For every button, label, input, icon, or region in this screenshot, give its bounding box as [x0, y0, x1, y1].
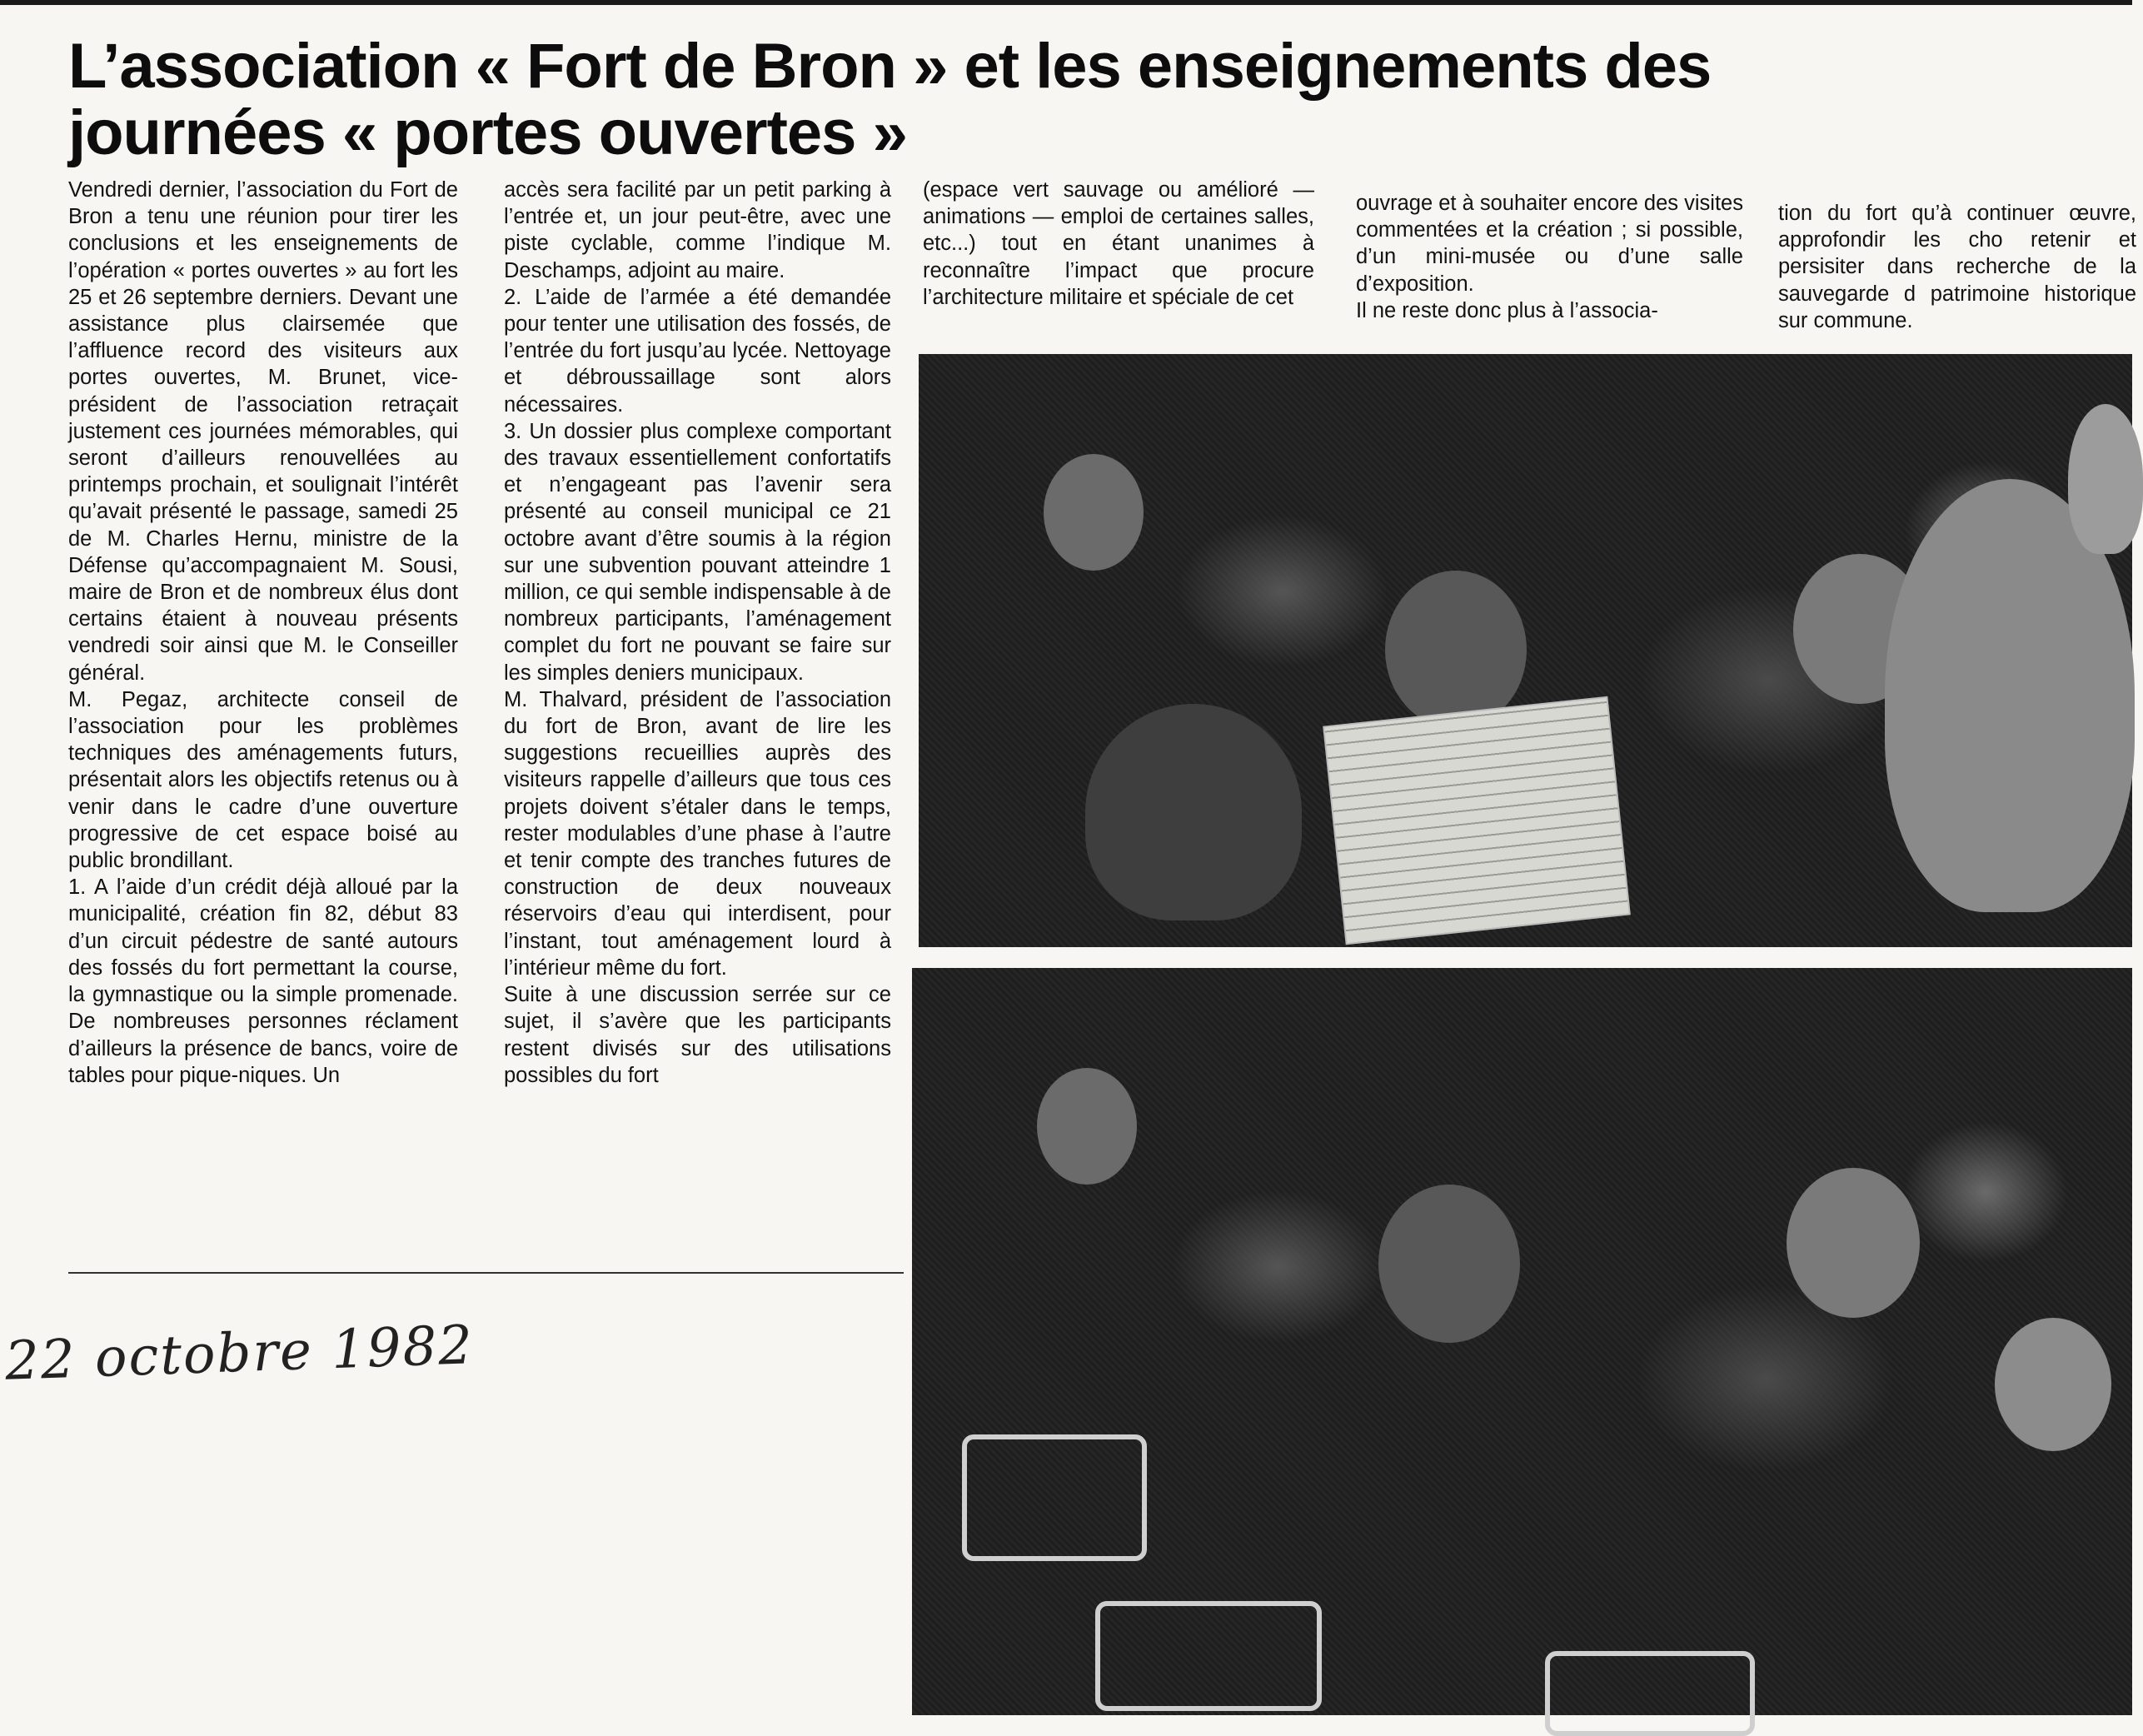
photo-person — [1787, 1168, 1920, 1318]
photo-person — [1037, 1068, 1137, 1185]
photo-chair — [962, 1434, 1147, 1561]
article-column-5: tion du fort qu’à continuer œuvre, approfondir les cho retenir et persisiter dans recherche de la sauvegarde d patrimoine historique sur commune. — [1778, 202, 2143, 332]
meeting-photo-bottom — [912, 968, 2132, 1715]
photo-person — [1044, 454, 1144, 571]
top-rule — [0, 0, 2132, 5]
photo-document — [1324, 698, 1628, 943]
article-column-3: (espace vert sauvage ou amélioré — animations — emploi de certaines salles, etc...) tout en étant unanimes à reconnaître l’impact que procure l’architecture militaire et spéciale de cet — [923, 178, 1321, 309]
photo-person — [1378, 1185, 1520, 1343]
photo-person — [1385, 571, 1527, 729]
photo-person — [1085, 704, 1302, 920]
photo-chair — [1545, 1651, 1755, 1736]
meeting-photo-top — [919, 354, 2132, 947]
handwritten-date: 22 octobre 1982 — [3, 1314, 476, 1393]
article-column-2: accès sera facilité par un petit parking à l’entrée et, un jour peut-être, avec une piste cyclable, comme l’indique M. Deschamps, adjoint au maire. 2. L’aide de l’armée a été demandée pour tenter une utilisation des fossés, de l’entrée du fort jusqu’au lycée. Nettoyage et débroussaillage sont alors nécessaires. 3. Un dossier plus complexe comportant des travaux essentiellement confortatifs et n’engageant pas l’avenir sera présenté au conseil municipal ce 21 octobre avant d’être soumis à la région sur une subvention pouvant atteindre 1 million, ce qui semble indispensable à de nombreux participants, l’aménagement complet du fort ne pouvant se faire sur les simples deniers municipaux. M. Thalvard, président de l’association du fort de Bron, avant de lire les suggestions recueillies auprès des visiteurs rappelle d’ailleurs que tous ces projets doivent s’étaler dans le temps, rester modulables d’une phase à l’autre et tenir compte des tranches futures de construction de deux nouveaux réservoirs d’eau qui interdisent, pour l’instant, tout aménagement lourd à l’intérieur même du fort. Suite à une discussion serrée sur ce sujet, il s’avère que les participants restent divisés sur des utilisations possibles du fort — [504, 178, 891, 1087]
photo-person — [2068, 404, 2143, 554]
article-column-1: Vendredi dernier, l’association du Fort de Bron a tenu une réunion pour tirer les conclusions et les enseignements de l’opération « portes ouvertes » au fort les 25 et 26 septembre derniers. Devant une assistance plus clairsemée que l’affluence record des visiteurs aux portes ouvertes, M. Brunet, vice-président de l’association retraçait justement ces journées mémorables, qui seront d’ailleurs renouvellées au printemps prochain, et soulignait l’intérêt qu’avait présenté le passage, samedi 25 de M. Charles Hernu, ministre de la Défense qu’accompagnaient M. Sousi, maire de Bron et de nombreux élus dont certains étaient à nouveau présents vendredi soir ainsi que M. le Conseiller général. M. Pegaz, architecte conseil de l’association pour les problèmes techniques des aménagements futurs, présentait alors les objectifs retenus ou à venir dans le cadre d’une ouverture progressive de cet espace boisé au public brondillant. 1. A l’aide d’un crédit déjà alloué par la municipalité, création fin 82, début 83 d’un circuit pédestre de santé autours des fossés du fort permettant la course, la gymnastique ou la simple promenade. De nombreuses personnes réclament d’ailleurs la présence de bancs, voire de tables pour pique-niques. Un — [68, 178, 458, 1087]
photo-person — [1995, 1318, 2111, 1451]
photo-chair — [1095, 1601, 1322, 1711]
article-column-4: ouvrage et à souhaiter encore des visites commentées et la création ; si possible, d’un mini-musée ou d’une salle d’exposition. Il ne reste donc plus à l’associa- — [1356, 192, 1743, 322]
article-divider — [68, 1272, 904, 1274]
article-headline: L’association « Fort de Bron » et les enseignements des journées « portes ouvertes » — [68, 31, 1712, 168]
